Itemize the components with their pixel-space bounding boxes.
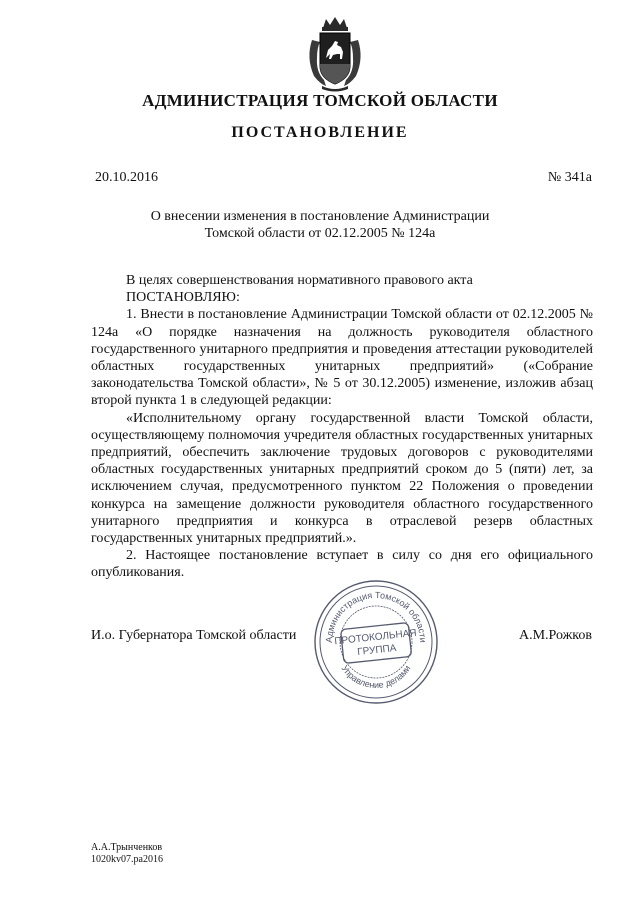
- subject-line: Томской области от 02.12.2005 № 124а: [204, 226, 436, 241]
- body-paragraph: 2. Настоящее постановление вступает в силу со дня его официального опубликования.: [91, 548, 593, 581]
- stamp-inner-line2: ГРУППА: [356, 642, 397, 658]
- document-date: 20.10.2016: [95, 170, 158, 185]
- official-stamp: [312, 578, 440, 706]
- svg-text:Управление делами: [339, 663, 412, 690]
- executor-name: А.А.Трынченков: [91, 842, 163, 853]
- stamp-inner-line1: ПРОТОКОЛЬНАЯ: [333, 627, 418, 648]
- signatory-position: И.о. Губернатора Томской области: [91, 628, 297, 643]
- body-paragraph: «Исполнительному органу государственной власти Томской области, осуществляющему полномочия учредителя областных государственных унитарных предприятий, обеспечить заключение трудовых договоров с руководителями областных государственных унитарных предприятий сроком до 5 (пяти) лет, за исключением случая, предусмотренного пунктом 22 Положения о проведении конкурса на замещение должности руководителя областного государственного унитарного предприятия и конкурса в отраслевой резерв областных государственных унитарных предприятий.».: [91, 410, 593, 547]
- document-body: [91, 272, 593, 582]
- organization-title: АДМИНИСТРАЦИЯ ТОМСКОЙ ОБЛАСТИ: [142, 91, 498, 110]
- document-code: 1020kv07.pa2016: [91, 854, 163, 865]
- body-paragraph: В целях совершенствования нормативного правового акта: [126, 273, 473, 288]
- signatory-name: А.М.Рожков: [518, 628, 592, 643]
- stamp-top-text: Администрация Томской области: [323, 589, 429, 643]
- document-type-title: ПОСТАНОВЛЕНИЕ: [231, 124, 409, 141]
- document-footer: [91, 842, 163, 866]
- body-paragraph: 1. Внести в постановление Администрации Томской области от 02.12.2005 № 124а «О порядке назначения на должность руководителя областного государственного унитарного предприятия и проведения аттестации руководителей областных государственных унитарных предприятий» («Собрание законодательства Томской области», № 5 от 30.12.2005) изменение, изложив абзац второй пункта 1 в следующей редакции:: [91, 307, 593, 409]
- coat-of-arms-icon: [302, 14, 368, 92]
- document-subject: [0, 208, 640, 242]
- body-paragraph: ПОСТАНОВЛЯЮ:: [126, 290, 240, 306]
- document-number: № 341а: [547, 170, 592, 185]
- subject-line: О внесении изменения в постановление Администрации: [150, 209, 490, 224]
- stamp-bottom-text: Управление делами: [339, 663, 413, 691]
